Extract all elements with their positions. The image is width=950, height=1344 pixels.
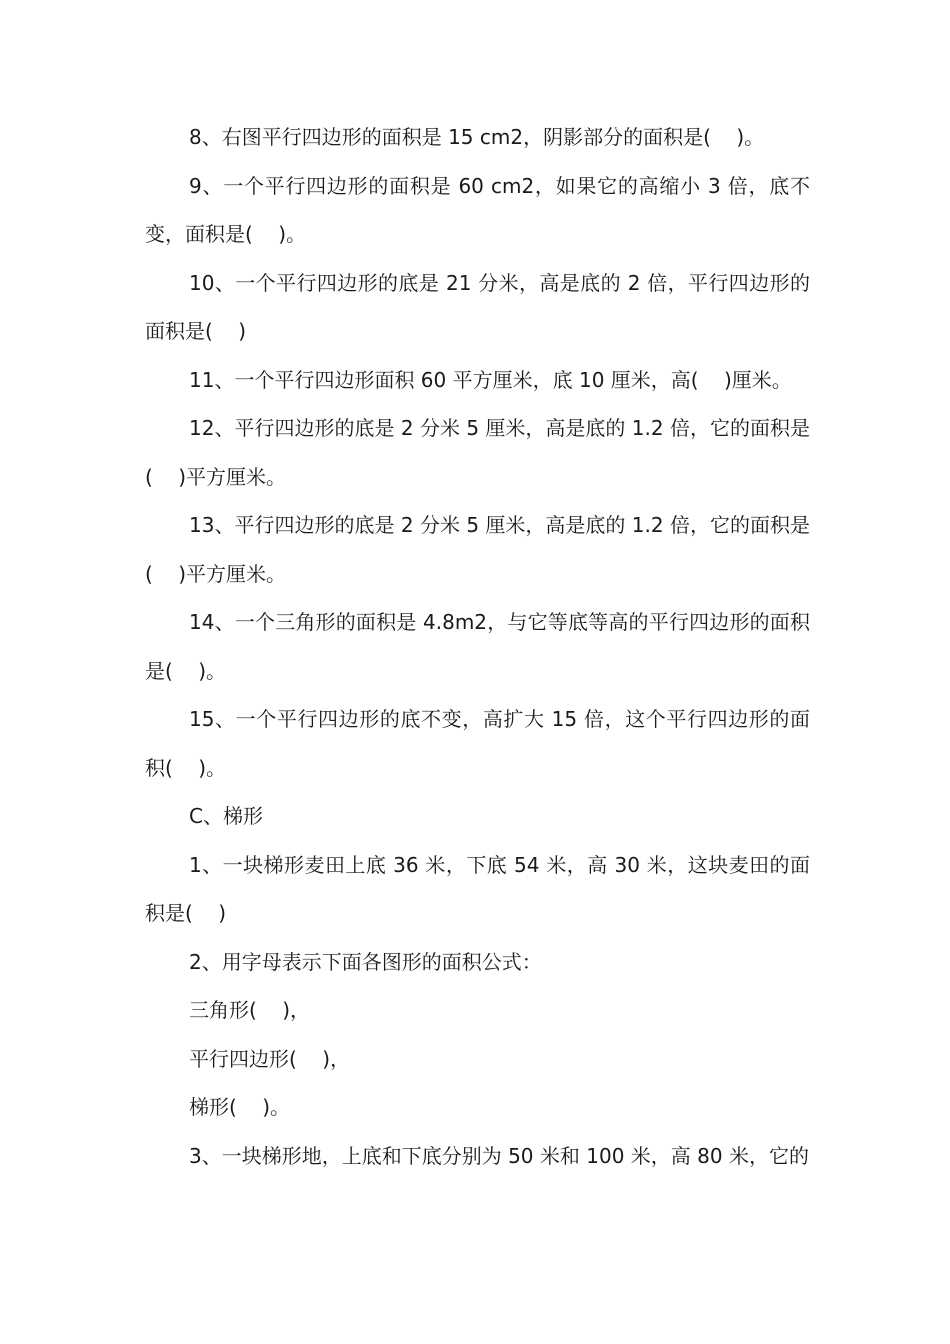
question-8: 8、右图平行四边形的面积是 15 cm2，阴影部分的面积是( )。	[189, 125, 765, 149]
document-body	[145, 113, 810, 1180]
question-14: 14、一个三角形的面积是 4.8m2，与它等底等高的平行四边形的面积是( )。	[145, 610, 810, 683]
question-10: 10、一个平行四边形的底是 21 分米，高是底的 2 倍，平行四边形的面积是( )	[145, 270, 810, 343]
question-11: 11、一个平行四边形面积 60 平方厘米，底 10 厘米，高( )厘米。	[189, 367, 792, 392]
question-15: 15、一个平行四边形的底不变，高扩大 15 倍，这个平行四边形的面积( )。	[145, 707, 810, 780]
trapezoid-question-2: 2、用字母表示下面各图形的面积公式：	[189, 949, 542, 974]
trapezoid-question-1: 1、一块梯形麦田上底 36 米，下底 54 米，高 30 米，这块麦田的面积是( )	[145, 852, 810, 925]
section-heading-trapezoid: C、梯形	[189, 804, 263, 828]
question-12: 12、平行四边形的底是 2 分米 5 厘米，高是底的 1.2 倍，它的面积是( )平方厘米。	[145, 416, 810, 489]
formula-triangle: 三角形( )，	[189, 998, 311, 1022]
question-9: 9、一个平行四边形的面积是 60 cm2，如果它的高缩小 3 倍，底不变，面积是( )。	[145, 173, 810, 246]
trapezoid-question-3: 3、一块梯形地，上底和下底分别为 50 米和 100 米，高 80 米，它的	[189, 1143, 809, 1168]
formula-trapezoid: 梯形( )。	[189, 1095, 291, 1119]
formula-parallelogram: 平行四边形( )，	[189, 1046, 351, 1071]
question-13: 13、平行四边形的底是 2 分米 5 厘米，高是底的 1.2 倍，它的面积是( )平方厘米。	[145, 513, 810, 586]
